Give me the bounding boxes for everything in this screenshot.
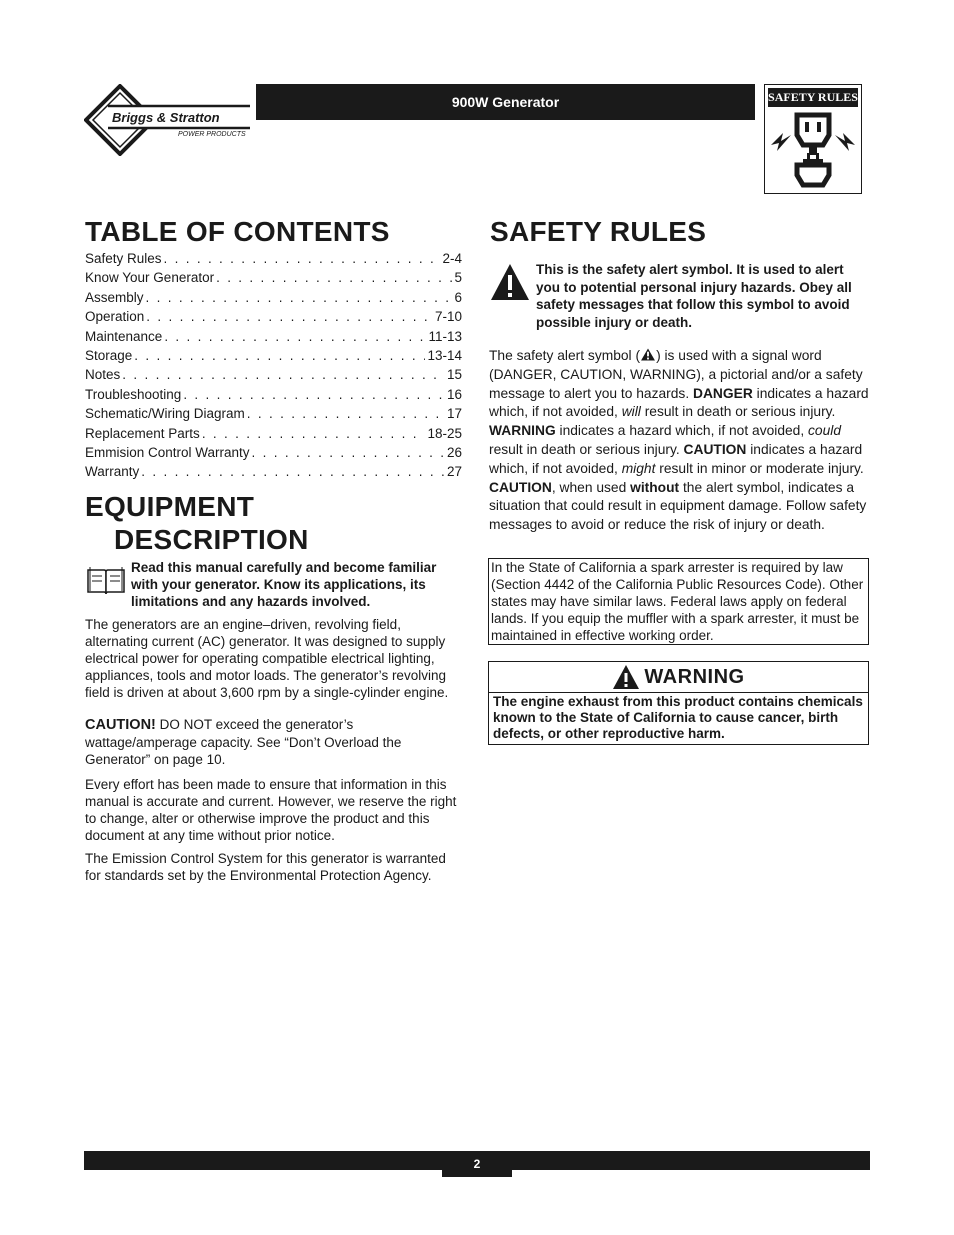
- toc-title: TABLE OF CONTENTS: [85, 216, 390, 247]
- safety-alert-notice: This is the safety alert symbol. It is used to alert you to potential personal injury hazards. Obey all safety messages that follow this symbol to avoid possible injury or death.: [536, 262, 852, 330]
- toc-entry[interactable]: Emmision Control Warranty . . . 26: [85, 445, 462, 464]
- badge-title: SAFETY RULES: [768, 88, 858, 107]
- toc-entry[interactable]: Maintenance . . . 11-13: [85, 329, 462, 348]
- warning-title: WARNING: [644, 665, 745, 688]
- toc-entry[interactable]: Warranty . . . 27: [85, 464, 462, 483]
- toc-entry[interactable]: Assembly . . . 6: [85, 290, 462, 309]
- brand-sub: POWER PRODUCTS: [178, 131, 246, 138]
- manual-book-icon: [86, 564, 126, 596]
- inline-alert-icon: [640, 348, 656, 361]
- brand-logo: [84, 84, 254, 156]
- toc-entry[interactable]: Troubleshooting . . . 16: [85, 387, 462, 406]
- toc-entry[interactable]: Safety Rules . . . 2-4: [85, 251, 462, 270]
- read-manual-notice: Read this manual carefully and become familiar with your generator. Know its applications, its limitations and any hazards involved.: [131, 560, 437, 609]
- page-number: 2: [442, 1151, 512, 1177]
- toc-entry[interactable]: Replacement Parts . . . 18-25: [85, 426, 462, 445]
- header-title: 900W Generator: [451, 94, 560, 110]
- equipment-title: EQUIPMENT DESCRIPTION: [85, 491, 309, 555]
- safety-rules-title: SAFETY RULES: [490, 216, 707, 247]
- warning-header: [489, 662, 868, 693]
- spark-arrester-notice: In the State of California a spark arrester is required by law (Section 4442 of the California Public Resources Code). Other states may have similar laws. Federal laws apply on federal lands. If you equip the muffler with a spark arrester, it must be maintained in effective working order.: [488, 558, 869, 645]
- brand-name: Briggs & Stratton: [112, 110, 220, 125]
- electric-shock-icon: [767, 109, 859, 193]
- toc-entry[interactable]: Know Your Generator . . . 5: [85, 270, 462, 289]
- caution-paragraph: CAUTION! DO NOT exceed the generator’s wattage/amperage capacity. See “Don’t Overload the Generator” on page 10.: [85, 717, 402, 767]
- warning-text: The engine exhaust from this product contains chemicals known to the State of California to cause cancer, birth defects, or other reproductive harm.: [493, 694, 863, 741]
- signal-words-paragraph: The safety alert symbol ( ) is used with a signal word (DANGER, CAUTION, WARNING), a pictorial and/or a safety message to alert you to hazards. DANGER indicates a hazard which, if not avoided, will result in death or serious injury. WARNING indicates a hazard which, if not avoided, could result in death or serious injury. CAUTION indicates a hazard which, if not avoided, might result in minor or moderate injury. CAUTION, when used without the alert symbol, indicates a situation that could result in equipment damage. Follow safety messages to avoid or reduce the risk of injury or death.: [489, 348, 869, 533]
- toc-entry[interactable]: Schematic/Wiring Diagram . . . 17: [85, 406, 462, 425]
- emission-paragraph: The Emission Control System for this generator is warranted for standards set by the Environmental Protection Agency.: [85, 851, 446, 883]
- warning-box: [488, 661, 869, 745]
- toc-entry[interactable]: Notes . . . 15: [85, 367, 462, 386]
- accuracy-paragraph: Every effort has been made to ensure that information in this manual is accurate and current. However, we reserve the right to change, alter or otherwise improve the product and this document at any time without prior notice.: [85, 777, 457, 843]
- toc-entry[interactable]: Storage . . . 13-14: [85, 348, 462, 367]
- safety-rules-badge: [764, 84, 862, 194]
- safety-alert-icon: [489, 262, 531, 302]
- toc-entry[interactable]: Operation . . . 7-10: [85, 309, 462, 328]
- generator-description: The generators are an engine–driven, revolving field, alternating current (AC) generator. It was designed to supply electrical power for operating compatible electrical lighting, appliances, tools and motor loads. The generator’s revolving field is driven at about 3,600 rpm by a single-cylinder engine.: [85, 617, 449, 700]
- warning-icon: [612, 664, 640, 690]
- header-title-bar: [256, 84, 755, 120]
- toc-list: [85, 251, 462, 484]
